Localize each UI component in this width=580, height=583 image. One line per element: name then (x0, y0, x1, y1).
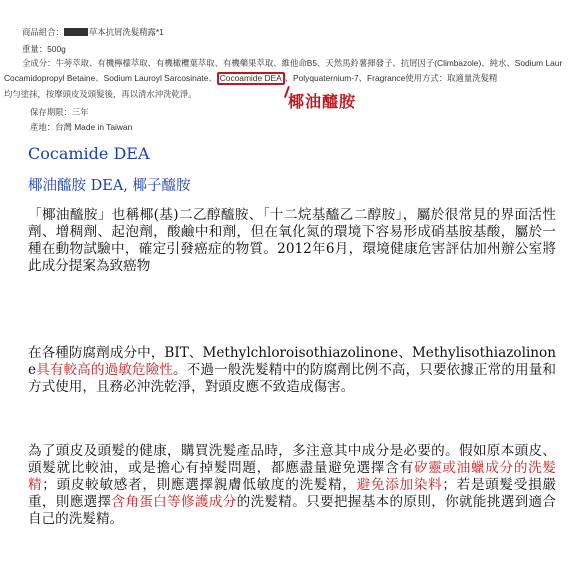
paragraph-preservatives (28, 345, 556, 396)
shelf-life-line: 保存期限：三年 (30, 107, 89, 117)
callout-label: 椰油醯胺 (288, 92, 357, 111)
ingredients-line-2 (4, 72, 497, 85)
redacted-brand (64, 28, 88, 36)
cocoamide-dea-highlight: Cocoamide DEA (217, 72, 285, 85)
product-combo-line (22, 26, 164, 38)
para3-text-d: 的洗髮精。只要把握基本的原則，你就能挑選到適合自己的洗髮精。 (28, 494, 557, 527)
origin-line: 產地：台灣 Made in Taiwan (30, 122, 133, 132)
para3-warning-silicone: 矽靈或油蠟成分的洗髮精 (28, 460, 557, 493)
ingredients-line-1: 全成分：牛蒡萃取、有機檸檬萃取、有機橄欖葉萃取、有機藥果萃取、維他命B5、天然馬鈴薯揮發子、抗屑因子(Climbazole)、純水、Sodium Laur (22, 58, 563, 68)
para3-text-b: ；頭皮較敏感者，則應選擇親膚低敏度的洗髮精， (42, 477, 357, 493)
para2-warning-allergy: 具有較高的過敏危險性 (36, 362, 173, 378)
ingredients-line-2-before: Cocamidopropyl Betaine、Sodium Lauroyl Sarcosinate、 (4, 73, 217, 83)
para2-text-b: 。不過一般洗髮精中的防腐劑比例不高，只要依據正常的用量和方式使用，且務必沖洗乾淨，對頭皮應不致造成傷害。 (28, 362, 557, 395)
para3-warning-dyes: 避免添加染料 (356, 477, 443, 493)
weight-line: 重量：500g (22, 44, 66, 54)
para3-text-a: 為了頭皮及頭髮的健康，購買洗髮產品時，多注意其中成分是必要的。假如原本頭皮、頭髮就比較油，或是擔心有掉髮問題，都應盡量避免選擇含有 (28, 443, 556, 476)
article-heading-en: Cocamide DEA (28, 144, 150, 163)
para3-text-c: ；若是頭髮受損嚴重，則應選擇 (28, 477, 557, 510)
ingredients-line-2-after: 、Polyquaternium-7、Fragrance使用方式：取適量洗髮精 (284, 73, 498, 83)
article-heading-aliases: 椰油醯胺 DEA, 椰子醯胺 (28, 178, 191, 194)
para3-keratin-repair: 含角蛋白等修護成分 (111, 494, 237, 510)
paragraph-buying-advice (28, 443, 556, 528)
para2-text-a: 在各種防腐劑成分中，BIT、Methylchloroisothiazolinone、Methylisothiazolinone (28, 345, 556, 378)
paragraph-cocamide-dea: 「椰油醯胺」也稱椰(基)二乙醇醯胺、「十二烷基醯乙二醇胺」，屬於很常見的界面活性劑、增稠劑、起泡劑，酸鹼中和劑，但在氧化氮的環境下容易形成硝基胺基酸，屬於一種在動物試驗中，確定引發癌症的物質。2012年6月，環境健康危害評估加州辦公室將此成分提案為致癌物 (28, 207, 556, 274)
usage-line: 均勻塗抹，按摩頭皮及頭髮後，再以清水沖洗乾淨。 (4, 89, 197, 99)
product-combo-prefix: 商品組合： (22, 27, 64, 37)
product-name: 草本抗屑洗髮精露*1 (88, 27, 164, 37)
product-label-screenshot (0, 0, 580, 140)
